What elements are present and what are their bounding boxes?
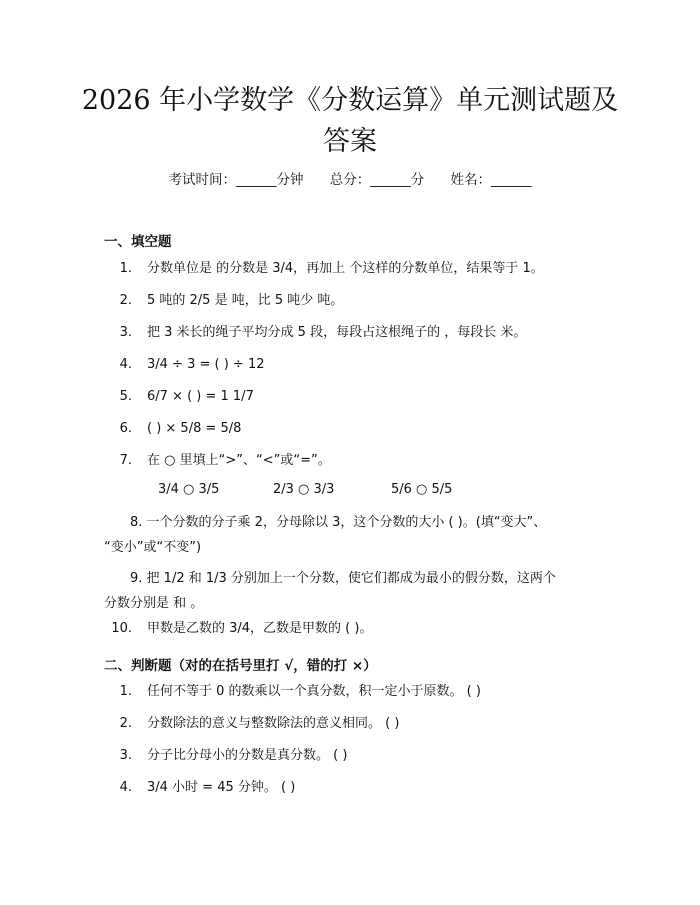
list-item: [104, 772, 604, 803]
item-text: 3/4 ÷ 3 = ( ) ÷ 12: [147, 357, 265, 372]
title-line-1: 2026 年小学数学《分数运算》单元测试题及: [81, 85, 619, 116]
item-text: 分数除法的意义与整数除法的意义相同。 ( ): [147, 716, 400, 731]
item-text: 分数单位是 的分数是 3/4，再加上 个这样的分数单位，结果等于 1。: [147, 261, 544, 276]
item-number: 1.: [119, 684, 132, 699]
item-number: 10.: [111, 621, 132, 636]
list-item-continued: [104, 532, 604, 563]
item-text: 分子比分母小的分数是真分数。 ( ): [147, 748, 348, 763]
list-item: [104, 253, 604, 284]
item-number: 4.: [119, 357, 132, 372]
list-item: [104, 349, 604, 380]
title-line-2: 答案: [323, 126, 377, 157]
item-number: 7.: [119, 453, 132, 468]
item-number: 4.: [119, 780, 132, 795]
section-heading-true-false: 二、判断题（对的在括号里打 √，错的打 ×）: [104, 658, 377, 674]
exam-name: 姓名：______: [450, 172, 532, 188]
section-heading-fill-blank: 一、填空题: [104, 234, 172, 250]
list-item: [104, 445, 604, 476]
compare-pair: 5/6 ○ 5/5: [391, 482, 453, 497]
list-item: [104, 381, 604, 412]
list-item: [104, 708, 604, 739]
exam-info: [0, 168, 700, 188]
item-text: ( ) × 5/8 = 5/8: [147, 421, 242, 436]
list-item: [104, 676, 604, 707]
item-9-line-1: 9. 把 1/2 和 1/3 分别加上一个分数，使它们都成为最小的假分数，这两个: [130, 571, 556, 586]
compare-pair: 3/4 ○ 3/5: [158, 482, 220, 497]
list-item: [104, 317, 604, 348]
exam-time: 考试时间：______分钟: [168, 172, 304, 188]
exam-score: 总分：______分: [329, 172, 425, 188]
item-number: 3.: [119, 325, 132, 340]
list-item: [104, 413, 604, 444]
item-number: 1.: [119, 261, 132, 276]
item-number: 2.: [119, 293, 132, 308]
item-8-line-1: 8. 一个分数的分子乘 2，分母除以 3，这个分数的大小 ( )。(填“变大”、: [130, 515, 547, 530]
compare-pair: 2/3 ○ 3/3: [273, 482, 335, 497]
list-item: [104, 740, 604, 771]
item-text: 把 3 米长的绳子平均分成 5 段，每段占这根绳子的 ，每段长 米。: [147, 325, 527, 340]
item-text: 在 ○ 里填上“>”、“<”或“=”。: [147, 453, 331, 468]
item-number: 3.: [119, 748, 132, 763]
item-text: 6/7 × ( ) = 1 1/7: [147, 389, 254, 404]
compare-row: [158, 482, 452, 497]
item-8-line-2: “变小”或“不变”): [104, 540, 202, 555]
item-text: 甲数是乙数的 3/4，乙数是甲数的 ( )。: [147, 621, 373, 636]
list-item: [104, 613, 604, 644]
item-9-line-2: 分数分别是 和 。: [104, 596, 204, 611]
item-text: 3/4 小时 = 45 分钟。 ( ): [147, 780, 296, 795]
item-number: 6.: [119, 421, 132, 436]
item-number: 5.: [119, 389, 132, 404]
page-title: [60, 80, 640, 162]
list-item: [104, 285, 604, 316]
item-number: 2.: [119, 716, 132, 731]
item-text: 任何不等于 0 的数乘以一个真分数，积一定小于原数。 ( ): [147, 684, 481, 699]
item-text: 5 吨的 2/5 是 吨，比 5 吨少 吨。: [147, 293, 344, 308]
